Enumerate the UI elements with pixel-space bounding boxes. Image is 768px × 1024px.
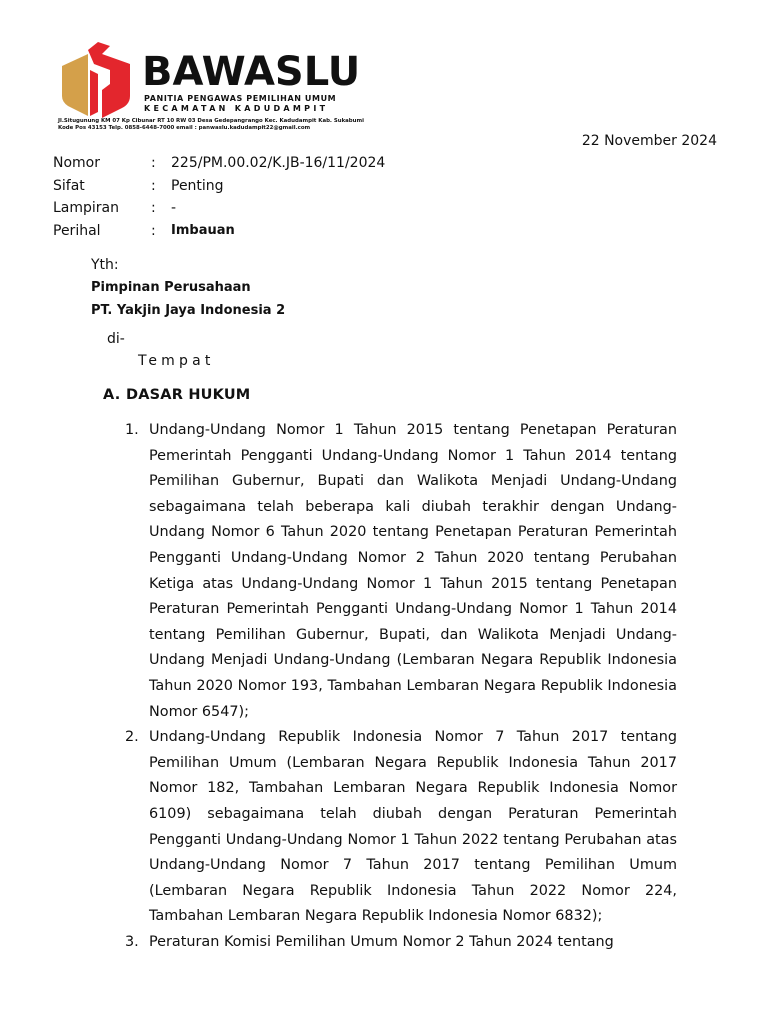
meta-value-lampiran: - bbox=[171, 200, 177, 217]
meta-colon: : bbox=[151, 200, 156, 217]
section-heading bbox=[103, 387, 250, 403]
meta-value-perihal: Imbauan bbox=[171, 222, 235, 238]
list-item-text: Undang-Undang Republik Indonesia Nomor 7 Tahun 2017 tentang Pemilihan Umum (Lembaran Negara Republik Indonesia Tahun 2017 Nomor 182, Tambahan Lembaran Negara Republik Indonesia Nomor 6109) sebagaimana telah diubah dengan Peraturan Pemerintah Pengganti Undang-Undang Nomor 1 Tahun 2022 tentang Perubahan atas Undang-Undang Nomor 7 Tahun 2017 tentang Pemilihan Umum (Lembaran Negara Republik Indonesia Tahun 2022 Nomor 224, Tambahan Lembaran Negara Republik Indonesia Nomor 6832); bbox=[149, 729, 677, 925]
meta-colon: : bbox=[151, 155, 156, 171]
org-district: KECAMATAN KADUDAMPIT bbox=[144, 104, 329, 113]
list-item bbox=[125, 418, 677, 725]
meta-row-perihal bbox=[53, 223, 385, 246]
letter-date: 22 November 2024 bbox=[581, 133, 717, 149]
meta-row-nomor bbox=[53, 155, 385, 178]
meta-value-sifat: Penting bbox=[171, 177, 224, 194]
meta-colon: : bbox=[151, 222, 156, 239]
list-item bbox=[125, 725, 677, 930]
meta-label: Nomor bbox=[53, 155, 100, 171]
meta-colon: : bbox=[151, 177, 156, 194]
org-address: Jl.Situgunung KM 07 Kp Cibunar RT 10 RW 03 Desa Gedepangrango Kec. Kadudampit Kab. Sukabumi bbox=[58, 118, 364, 124]
list-item-text: Undang-Undang Nomor 1 Tahun 2015 tentang Penetapan Peraturan Pemerintah Pengganti Undang-Undang Nomor 1 Tahun 2014 tentang Pemilihan Gubernur, Bupati dan Walikota Menjadi Undang-Undang sebagaimana telah beberapa kali diubah terakhir dengan Undang-Undang Nomor 6 Tahun 2020 tentang Penetapan Peraturan Pemerintah Pengganti Undang-Undang Nomor 2 Tahun 2020 tentang Perubahan Ketiga atas Undang-Undang Nomor 1 Tahun 2015 tentang Penetapan Peraturan Pemerintah Pengganti Undang-Undang Nomor 1 Tahun 2014 tentang Pemilihan Gubernur, Bupati, dan Walikota Menjadi Undang- Undang Menjadi Undang-Undang (Lembaran Negara Republik Indonesia Tahun 2020 Nomor 193, Tambahan Lembaran Negara Republik Indonesia Nomor 6547); bbox=[149, 422, 677, 720]
meta-row-sifat bbox=[53, 178, 385, 201]
list-item-text: Peraturan Komisi Pemilihan Umum Nomor 2 Tahun 2024 tentang bbox=[149, 933, 614, 950]
org-contact: Kode Pos 43153 Telp. 0858-6448-7000 email : panwaslu.kadudampit22@gmail.com bbox=[58, 125, 311, 131]
legal-basis-list bbox=[125, 418, 677, 955]
recipient-di: di- bbox=[107, 331, 125, 347]
list-item-number: 1. bbox=[125, 422, 139, 438]
meta-value-nomor: 225/PM.00.02/K.JB-16/11/2024 bbox=[171, 155, 386, 171]
recipient-place: Tempat bbox=[138, 353, 215, 369]
salutation: Yth: bbox=[91, 257, 119, 273]
list-item-number: 2. bbox=[125, 729, 139, 746]
list-item-number: 3. bbox=[125, 933, 139, 950]
meta-label: Sifat bbox=[53, 177, 85, 194]
letterhead bbox=[58, 40, 364, 136]
org-committee: PANITIA PENGAWAS PEMILIHAN UMUM bbox=[144, 94, 337, 103]
letter-meta-table bbox=[53, 155, 385, 245]
section-letter: A. bbox=[103, 387, 121, 403]
section-title: DASAR HUKUM bbox=[126, 387, 251, 403]
meta-label: Lampiran bbox=[53, 200, 120, 217]
recipient-company: PT. Yakjin Jaya Indonesia 2 bbox=[91, 303, 286, 318]
list-item bbox=[125, 930, 677, 956]
bawaslu-logo-icon bbox=[58, 40, 138, 120]
meta-label: Perihal bbox=[53, 222, 101, 239]
org-name: BAWASLU bbox=[142, 49, 361, 95]
meta-row-lampiran bbox=[53, 200, 385, 223]
recipient-title: Pimpinan Perusahaan bbox=[91, 280, 251, 295]
